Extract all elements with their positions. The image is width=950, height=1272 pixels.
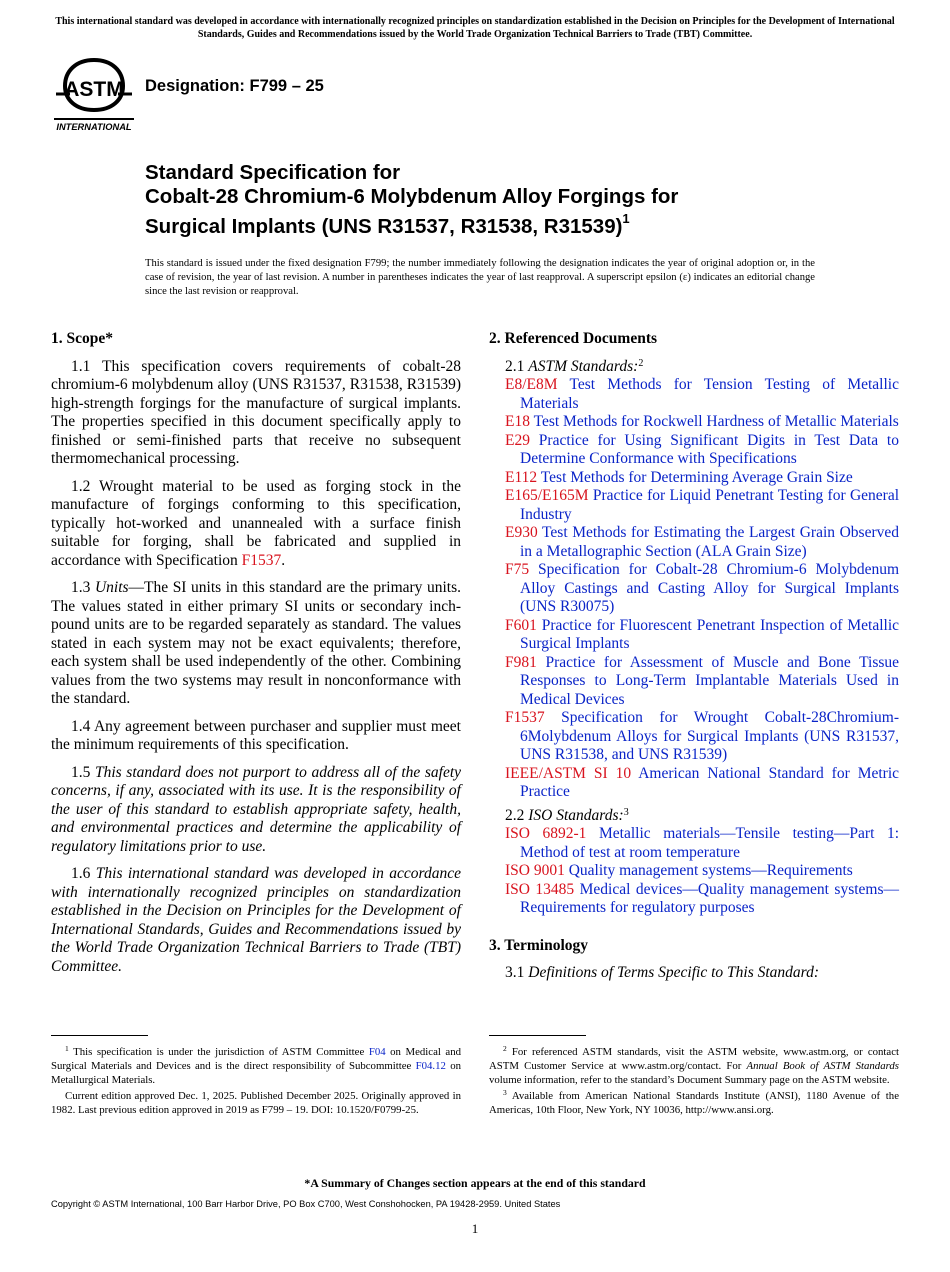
logo-wordmark: ASTM	[64, 78, 124, 101]
reference-code[interactable]: F981	[505, 653, 537, 671]
scope-p4: 1.4 Any agreement between purchaser and supplier must meet the minimum requirements of this specification.	[51, 717, 461, 753]
footnote-1: $^1$ This specification is under the jurisdiction of ASTM Committee F04 on Medical and Surgical Materials and Devices and is the direct responsibility of Subcommittee F04.12 on Metallurgical Materials.	[51, 1044, 461, 1086]
reference-item[interactable]	[505, 413, 899, 432]
reference-title[interactable]: Practice for Fluorescent Penetrant Inspection of Metallic Surgical Implants	[520, 616, 900, 652]
summary-of-changes-note: *A Summary of Changes section appears at the end of this standard	[304, 1176, 646, 1190]
reference-code[interactable]: F601	[505, 616, 537, 634]
reference-item[interactable]	[505, 469, 899, 488]
link-f04[interactable]: F04	[368, 1046, 386, 1058]
scope-p1: 1.1 This specification covers requirements of cobalt-28 chromium-6 molybdenum alloy (UNS R31537, R31538, R31539) high-strength forgings for the manufacture of surgical implants. The properties specified in this document specifically apply to finished or semi-finished parts that receive no subsequent thermomechanical processing.	[51, 357, 461, 467]
reference-code[interactable]: ISO 13485	[505, 880, 575, 898]
terminology-heading: 3. Terminology	[489, 936, 589, 954]
reference-title[interactable]: Test Methods for Determining Average Grain Size	[540, 468, 853, 486]
footnote-rule-left	[51, 1035, 148, 1036]
scope-p5: 1.5 This standard does not purport to address all of the safety concerns, if any, associated with its use. It is the responsibility of the user of this standard to establish appropriate safety, health, and environmental practices and determine the applicability of regulatory limitations prior to use.	[51, 763, 462, 855]
reference-item[interactable]	[505, 765, 899, 802]
title-line-2: Cobalt-28 Chromium-6 Molybdenum Alloy Forgings for	[145, 185, 679, 208]
title-footnote-mark: 1	[622, 211, 630, 226]
footnote-3: $^3$ Available from American National Standards Institute (ANSI), 1180 Avenue of the Americas, 10th Floor, New York, NY 10036, http://www.ansi.org.	[489, 1088, 899, 1116]
reference-item[interactable]	[505, 825, 899, 862]
reference-code[interactable]: IEEE/ASTM SI 10	[505, 764, 632, 782]
link-f1537[interactable]: F1537	[241, 551, 282, 569]
reference-title[interactable]: Quality management systems—Requirements	[568, 862, 853, 879]
reference-item[interactable]	[505, 881, 899, 918]
scope-p2: 1.2 Wrought material to be used as forging stock in the manufacture of forgings conforming to this specification, typically hot-worked and unannealed with a surface finish suitable for forging, shall be fabricated and supplied in accordance with Specification F1537.	[51, 477, 461, 569]
footnote-2: $^2$ For referenced ASTM standards, visit the ASTM website, www.astm.org, or contact ASTM Customer Service at www.astm.org/contact. For Annual Book of ASTM Standards volume information, refer to the standard’s Document Summary page on the ASTM website.	[489, 1044, 899, 1086]
referenced-heading: 2. Referenced Documents	[489, 330, 658, 347]
header-notice: This international standard was developed in accordance with internationally recognized principles on standardization established in the Decision on Principles for the Development of International Standards, Guides and Recommendations issued by the World Trade Organization Technical Barriers to Trade (TBT) Committee.	[55, 16, 895, 40]
reference-item[interactable]	[505, 376, 899, 413]
reference-code[interactable]: F1537	[505, 709, 545, 726]
scope-heading: 1. Scope*	[51, 330, 113, 347]
astm-reference-list	[489, 376, 899, 802]
iso-standards-label: 2.2 ISO Standards:$^3$	[505, 806, 629, 824]
reference-title[interactable]: Test Methods for Rockwell Hardness of Metallic Materials	[533, 413, 899, 430]
logo-subtext: INTERNATIONAL	[56, 122, 132, 132]
reference-code[interactable]: E8/E8M	[505, 376, 558, 393]
reference-title[interactable]: Specification for Cobalt-28 Chromium-6 Molybdenum Alloy Castings and Casting Alloy for Surgical Implants (UNS R30075)	[520, 561, 900, 615]
reference-title[interactable]: Practice for Liquid Penetrant Testing for General Industry	[520, 487, 900, 523]
document-title	[145, 161, 678, 239]
copyright-line: Copyright © ASTM International, 100 Barr Harbor Drive, PO Box C700, West Conshohocken, PA 19428-2959. United States	[51, 1199, 561, 1209]
footnote-1-edition: Current edition approved Dec. 1, 2025. Published December 2025. Originally approved in 1982. Last previous edition approved in 2019 as F799 – 19. DOI: 10.1520/F0799-25.	[51, 1090, 461, 1116]
footnotes-right	[489, 1045, 899, 1119]
iso-reference-list	[489, 825, 899, 918]
reference-code[interactable]: E112	[505, 468, 538, 486]
left-column	[51, 330, 461, 985]
reference-code[interactable]: E930	[505, 524, 538, 541]
title-line-1: Standard Specification for	[145, 161, 401, 184]
astm-logo	[52, 54, 136, 134]
reference-item[interactable]	[505, 617, 899, 654]
title-line-3: Surgical Implants (UNS R31537, R31538, R31539)	[145, 214, 623, 238]
reference-title[interactable]: Specification for Wrought Cobalt-28Chromium-6Molybdenum Alloys for Surgical Implants (UNS R31537, UNS R31538, and UNS R31539)	[520, 709, 899, 763]
scope-p3: 1.3 Units—The SI units in this standard are the primary units. The values stated in either primary SI units or secondary inch-pound units are to be regarded separately as standard. The values stated in each system may not be exact equivalents; therefore, each system shall be used independently of the other. Combining values from the two systems may result in nonconformance with the standard.	[51, 579, 461, 707]
reference-item[interactable]	[505, 487, 899, 524]
reference-title[interactable]: Test Methods for Estimating the Largest Grain Observed in a Metallographic Section (ALA Grain Size)	[520, 524, 899, 560]
reference-code[interactable]: E165/E165M	[505, 487, 589, 504]
scope-p6: 1.6 This international standard was developed in accordance with internationally recognized principles on standardization established in the Decision on Principles for the Development of International Standards, Guides and Recommendations issued by the World Trade Organization Technical Barriers to Trade (TBT) Committee.	[51, 865, 461, 975]
reference-title[interactable]: Metallic materials—Tensile testing—Part 1: Method of test at room temperature	[520, 825, 899, 861]
astm-standards-label: 2.1 ASTM Standards:$^2$	[505, 357, 644, 375]
footnote-rule-right	[489, 1035, 586, 1036]
terminology-p1: 3.1 Definitions of Terms Specific to This Standard:	[505, 964, 820, 981]
reference-title[interactable]: American National Standard for Metric Practice	[520, 764, 900, 800]
reference-code[interactable]: ISO 9001	[505, 862, 565, 879]
reference-item[interactable]	[505, 432, 899, 469]
reference-item[interactable]	[505, 862, 899, 881]
page-number: 1	[471, 1221, 479, 1236]
footnotes-left	[51, 1045, 461, 1119]
reference-code[interactable]: F75	[505, 561, 530, 578]
right-column	[489, 330, 899, 983]
reference-code[interactable]: ISO 6892-1	[505, 825, 587, 842]
reference-item[interactable]	[505, 561, 899, 617]
reference-code[interactable]: E29	[505, 431, 530, 449]
reference-item[interactable]	[505, 709, 899, 765]
issue-note: This standard is issued under the fixed designation F799; the number immediately following the designation indicates the year of original adoption or, in the case of revision, the year of last revision. A number in parentheses indicates the year of last reapproval. A superscript epsilon (ε) indicates an editorial change since the last revision or reapproval.	[145, 258, 815, 297]
reference-title[interactable]: Medical devices—Quality management systems—Requirements for regulatory purposes	[520, 880, 900, 916]
link-f04-12[interactable]: F04.12	[415, 1060, 446, 1072]
reference-title[interactable]: Practice for Assessment of Muscle and Bone Tissue Responses to Long-Term Implantable Materials Used in Medical Devices	[520, 653, 900, 708]
designation: Designation: F799 – 25	[145, 77, 324, 95]
reference-item[interactable]	[505, 524, 899, 561]
reference-title[interactable]: Test Methods for Tension Testing of Metallic Materials	[520, 376, 899, 412]
reference-code[interactable]: E18	[505, 413, 530, 430]
reference-title[interactable]: Practice for Using Significant Digits in Test Data to Determine Conformance with Specifications	[520, 431, 899, 467]
reference-item[interactable]	[505, 654, 899, 710]
